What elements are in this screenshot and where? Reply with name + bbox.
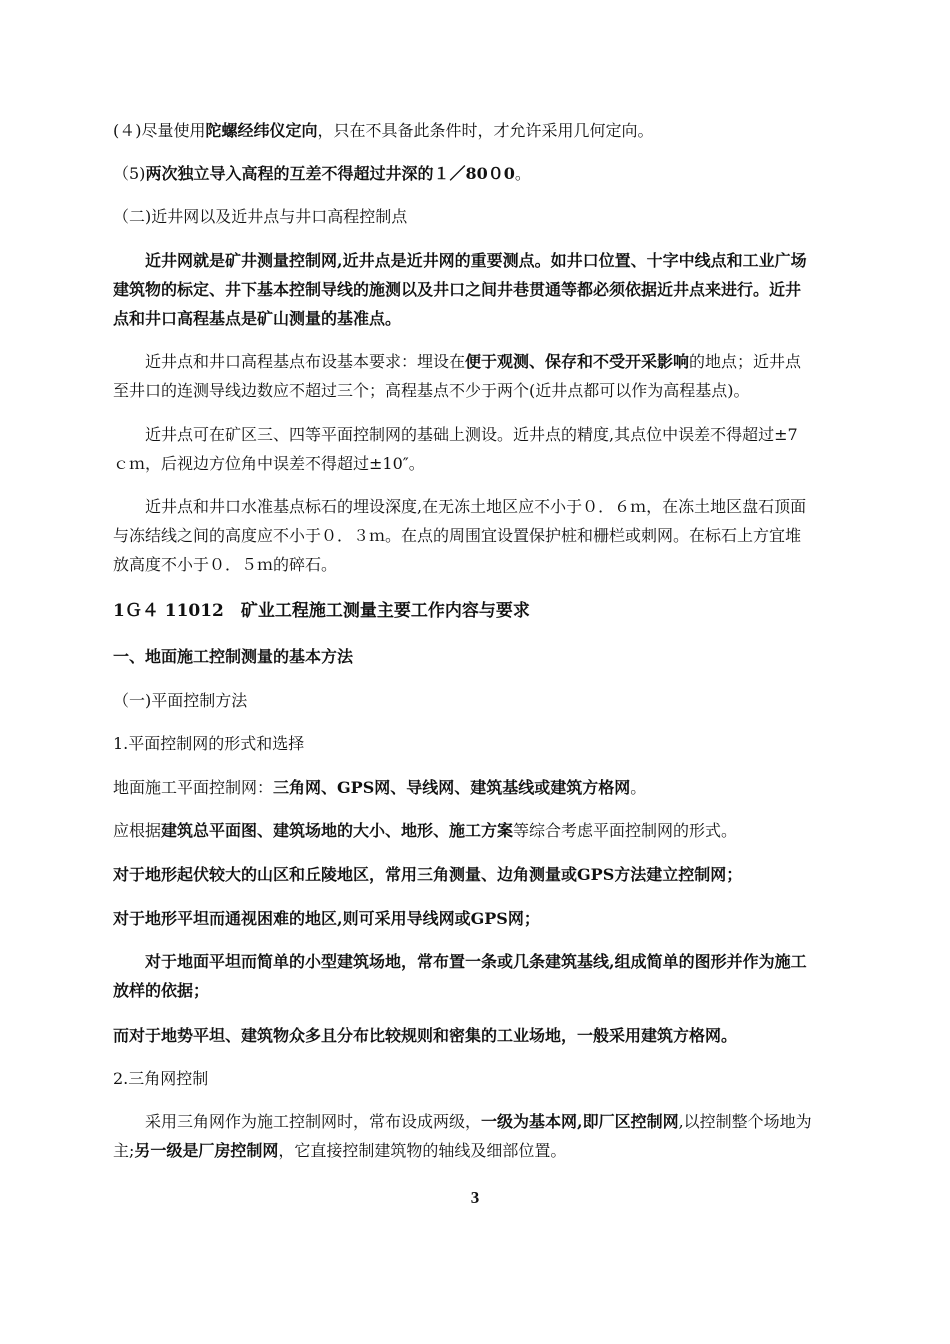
paragraph-precision: 近井点可在矿区三、四等平面控制网的基础上测设。近井点的精度,其点位中误差不得超过±7ｃｍ，后视边方位角中误差不得超过±10″。: [113, 425, 798, 473]
paragraph-industrial-sites: 而对于地势平坦、建筑物众多且分布比较规则和密集的工业场地，一般采用建筑方格网。: [113, 1026, 738, 1045]
item-triangulation-control: 2.三角网控制: [113, 1069, 209, 1088]
paragraph-burial-depth: 近井点和井口水准基点标石的埋设深度,在无冻土地区应不小于０．６ｍ，在冻土地区盘石顶面与冻结线之间的高度应不小于０．３ｍ。在点的周围宜设置保护桩和栅栏或刺网。在标石上方宜堆放高度不小于０．５ｍ的碎石。: [113, 497, 807, 574]
paragraph-near-well-definition: 近井网就是矿井测量控制网,近井点是近井网的重要测点。如井口位置、十字中线点和工业广场建筑物的标定、井下基本控制导线的施测以及井口之间井巷贯通等都必须依据近井点来进行。近井点和井口高程基点是矿山测量的基准点。: [113, 251, 807, 328]
section-heading: 1Ｇ４ 11012 矿业工程施工测量主要工作内容与要求: [113, 601, 530, 621]
paragraph-small-sites: 对于地面平坦而简单的小型建筑场地，常布置一条或几条建筑基线,组成简单的图形并作为施工放样的依据；: [113, 952, 807, 1000]
heading-ground-control: 一、地面施工控制测量的基本方法: [113, 647, 354, 666]
paragraph-selection-basis: 应根据建筑总平面图、建筑场地的大小、地形、施工方案等综合考虑平面控制网的形式。: [113, 821, 738, 840]
paragraph-layout-requirements: 近井点和井口高程基点布设基本要求：埋设在便于观测、保存和不受开采影响的地点；近井点至井口的连测导线边数应不超过三个；高程基点不少于两个(近井点都可以作为高程基点)。: [113, 352, 802, 400]
page-number: 3: [470, 1188, 480, 1207]
paragraph-mountain-areas: 对于地形起伏较大的山区和丘陵地区，常用三角测量、边角测量或GPS方法建立控制网；: [113, 865, 743, 884]
paragraph-flat-areas: 对于地形平坦而通视困难的地区,则可采用导线网或GPS网；: [113, 909, 540, 928]
paragraph-network-types: 地面施工平面控制网：三角网、GPS网、导线网、建筑基线或建筑方格网。: [113, 778, 647, 797]
paragraph-elevation-difference: （5)两次独立导入高程的互差不得超过井深的１／80０0。: [113, 164, 531, 183]
item-control-network-form: 1.平面控制网的形式和选择: [113, 734, 305, 753]
paragraph-triangulation-levels: 采用三角网作为施工控制网时，常布设成两级，一级为基本网,即厂区控制网,以控制整个场地为主;另一级是厂房控制网，它直接控制建筑物的轴线及细部位置。: [113, 1112, 812, 1160]
subheading-near-well-network: （二)近井网以及近井点与井口高程控制点: [113, 207, 408, 226]
paragraph-gyro-orientation: (４)尽量使用陀螺经纬仪定向，只在不具备此条件时，才允许采用几何定向。: [113, 121, 654, 140]
subheading-plane-control: （一)平面控制方法: [113, 691, 248, 710]
